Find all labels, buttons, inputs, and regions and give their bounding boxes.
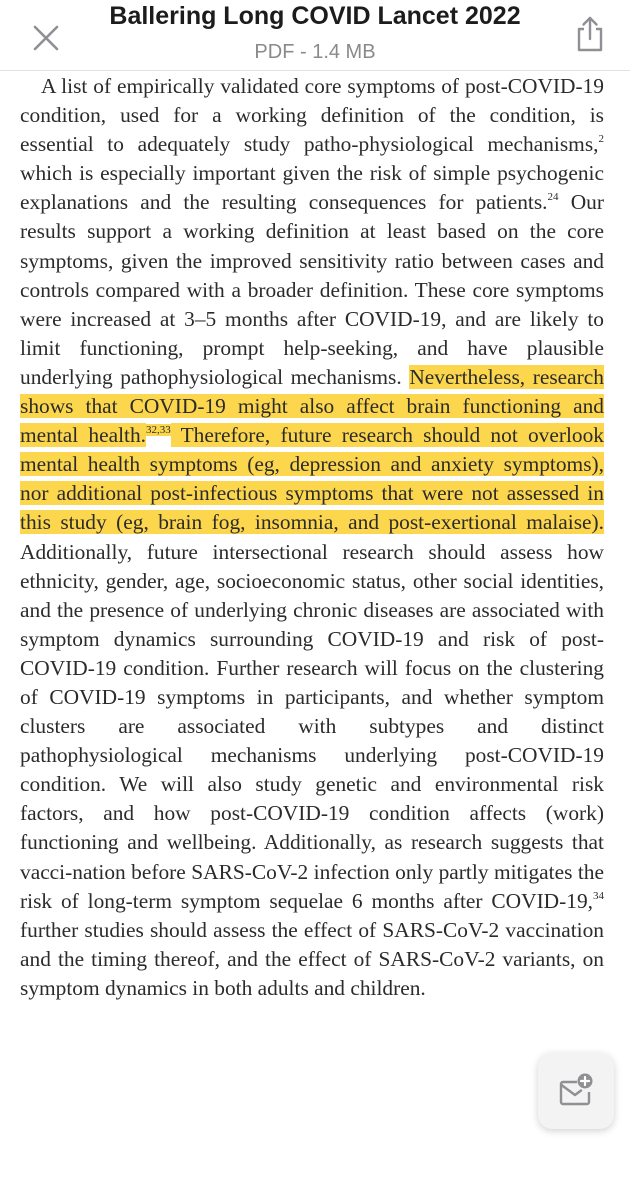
reference-superscript: 32,33 <box>146 424 171 437</box>
share-icon <box>572 14 608 54</box>
document-title: Ballering Long COVID Lancet 2022 <box>109 2 521 30</box>
text-segment: which is especially important given the risk of simple psychogenic explanations and the resulting consequences for patients. <box>20 161 604 215</box>
highlighted-text[interactable]: Therefore, future research should not overlook mental health symptoms (eg, depression and anxiety symptoms), nor additional post-infectious symptoms that were not assessed in this study (eg, brain fog, insomnia, and post-exertional malaise). <box>20 423 605 535</box>
reference-superscript: 2 <box>598 133 604 146</box>
close-button[interactable] <box>28 20 64 56</box>
top-bar <box>0 0 630 71</box>
highlighted-text[interactable]: Nevertheless, research shows that COVID-19 might also affect brain functioning and mental health. <box>20 364 604 448</box>
share-button[interactable] <box>572 14 608 54</box>
text-segment: Our results support a working definition at least based on the core symptoms, given the improved sensitivity ratio between cases and controls compared with a broader definition. These core symptoms were increased at 3–5 months after COVID-19, and are likely to limit functioning, prompt help-seeking, and have plausible underlying pathophysiological mechanisms. <box>20 190 604 389</box>
text-segment: Additionally, future intersectional research should assess how ethnicity, gender, age, socioeconomic status, other social identities, and the presence of underlying chronic diseases are associated with symptom dynamics surrounding COVID-19 and risk of post-COVID-19 condition. Further research will focus on the clustering of COVID-19 symptoms in participants, and whether symptom clusters are associated with subtypes and distinct pathophysiological mechanisms underlying post-COVID-19 condition. We will also study genetic and environmental risk factors, and how post-COVID-19 condition affects (work) functioning and wellbeing. Additionally, as research suggests that vacci-nation before SARS-CoV-2 infection only partly mitigates the risk of long-term symptom sequelae 6 months after COVID-19, <box>20 539 604 913</box>
close-icon <box>28 20 64 56</box>
reply-markup-icon <box>556 1071 596 1111</box>
pdf-page[interactable] <box>0 71 630 1199</box>
reference-superscript: 34 <box>593 889 604 902</box>
document-subtitle: PDF - 1.4 MB <box>254 41 376 63</box>
paragraph <box>20 72 604 1003</box>
markup-reply-button[interactable] <box>538 1053 614 1129</box>
text-segment: A list of empirically validated core symptoms of post-COVID-19 condition, used for a working definition of the condition, is essential to adequately study patho-physiological mechanisms, <box>20 74 604 157</box>
text-segment: further studies should assess the effect of SARS-CoV-2 vaccination and the timing thereof, and the effect of SARS-CoV-2 variants, on symptom dynamics in both adults and children. <box>20 917 604 1000</box>
reference-superscript: 24 <box>547 191 559 204</box>
